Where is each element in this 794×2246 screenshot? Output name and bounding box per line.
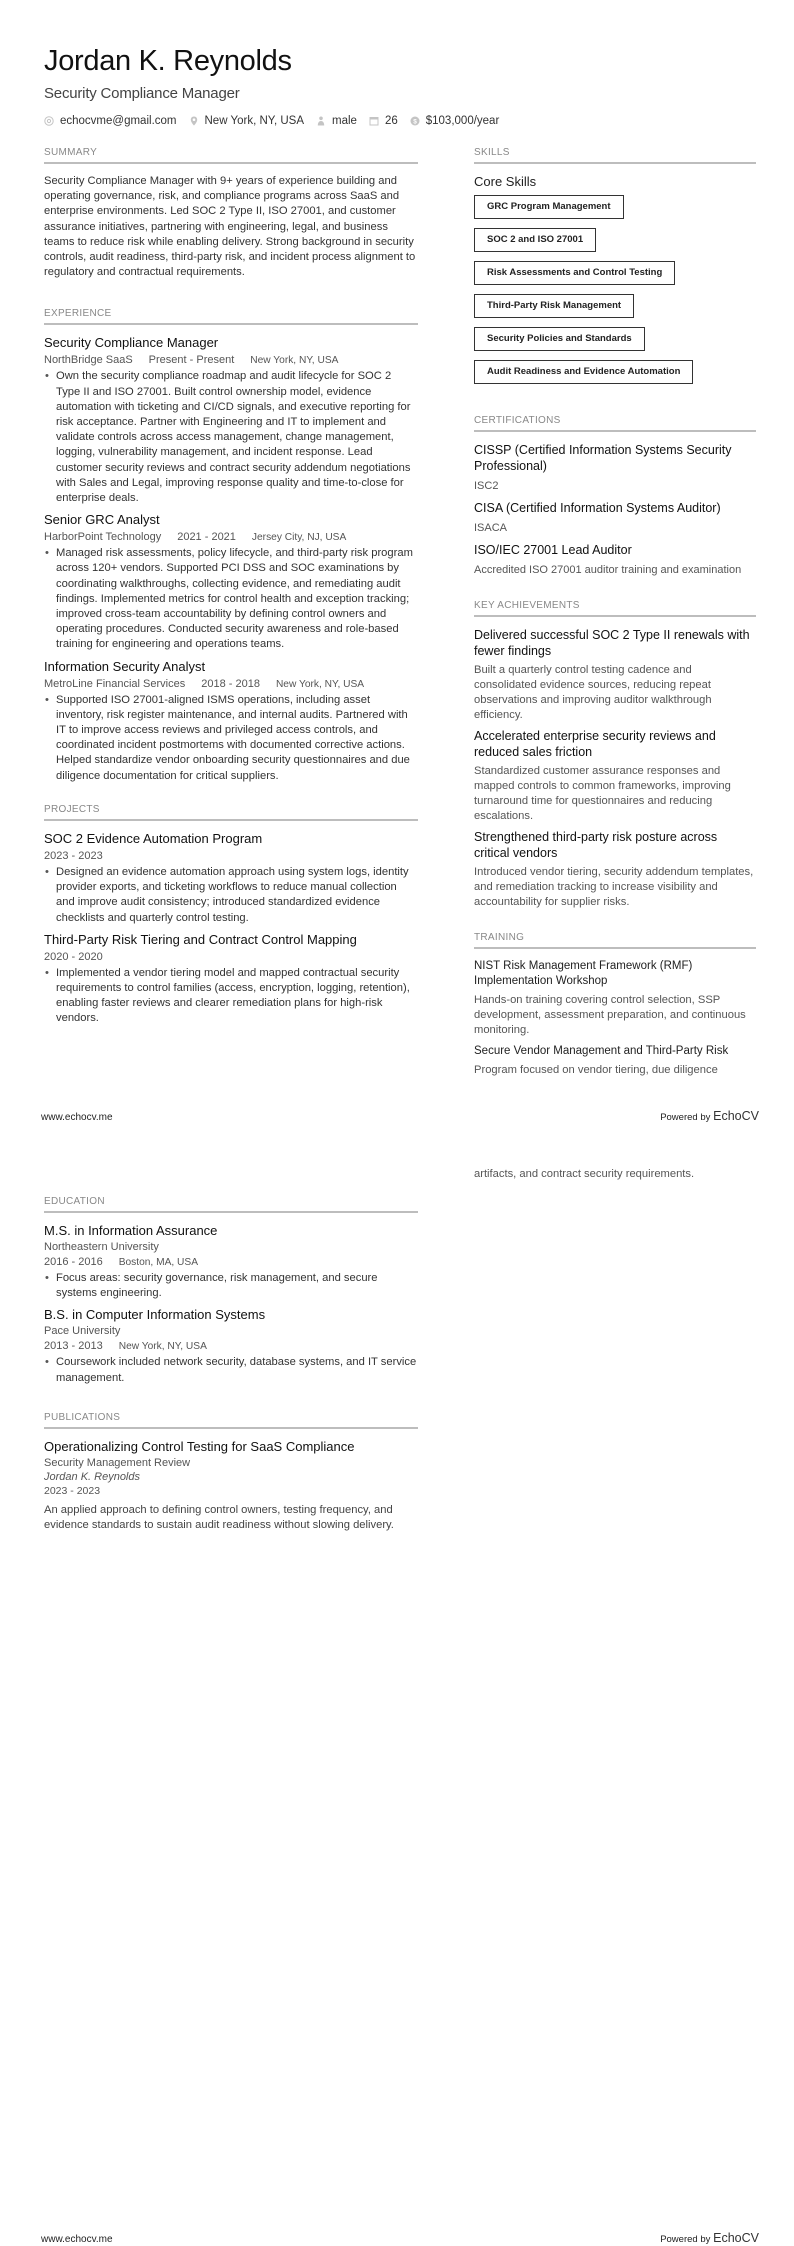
certification-issuer: Accredited ISO 27001 auditor training and examination bbox=[474, 564, 742, 576]
certification-name: CISA (Certified Information Systems Auditor) bbox=[474, 501, 721, 515]
certifications-section bbox=[474, 415, 756, 578]
candidate-title: Security Compliance Manager bbox=[44, 85, 240, 102]
job-location: New York, NY, USA bbox=[250, 355, 339, 367]
project-dates bbox=[44, 951, 418, 963]
achievement-title: Strengthened third-party risk posture across critical vendors bbox=[474, 830, 718, 860]
skill-tag: GRC Program Management bbox=[474, 195, 624, 219]
page-footer bbox=[41, 1109, 759, 1123]
skill-tag: SOC 2 and ISO 27001 bbox=[474, 228, 596, 252]
section-heading: EXPERIENCE bbox=[44, 308, 418, 325]
summary-section bbox=[44, 147, 418, 280]
job-dates: 2021 - 2021 bbox=[177, 531, 236, 544]
contact-bar bbox=[44, 115, 511, 127]
section-heading: EDUCATION bbox=[44, 1196, 418, 1213]
school-name: Northeastern University bbox=[44, 1241, 159, 1253]
education-entry bbox=[44, 1223, 418, 1301]
project-title: SOC 2 Evidence Automation Program bbox=[44, 830, 263, 846]
degree-title: B.S. in Computer Information Systems bbox=[44, 1307, 266, 1323]
powered-by-label: Powered by bbox=[660, 1112, 711, 1123]
training-desc: Hands-on training covering control selection, SSP development, assessment preparation, and continuous monitoring. bbox=[474, 994, 746, 1036]
section-heading: SUMMARY bbox=[44, 147, 418, 164]
project-bullets bbox=[44, 865, 418, 926]
right-column-continued bbox=[474, 1163, 756, 1188]
person-icon bbox=[316, 116, 326, 126]
training-desc-continued: artifacts, and contract security requirements. bbox=[474, 1168, 695, 1180]
publication-venue: Security Management Review bbox=[44, 1456, 191, 1469]
section-heading: PUBLICATIONS bbox=[44, 1412, 418, 1429]
training-title: Secure Vendor Management and Third-Party Risk bbox=[474, 1045, 729, 1057]
location-pin-icon bbox=[189, 116, 199, 126]
achievement-desc: Introduced vendor tiering, security addendum templates, and remediation tracking to increase visibility and accountability for supplier risks. bbox=[474, 866, 754, 908]
footer-website-link[interactable]: www.echocv.me bbox=[41, 1112, 113, 1123]
experience-entry bbox=[44, 659, 418, 784]
page-footer bbox=[41, 2231, 759, 2245]
skill-tags bbox=[474, 195, 756, 393]
footer-website-link[interactable]: www.echocv.me bbox=[41, 2234, 113, 2245]
training-section bbox=[474, 932, 756, 1078]
certification-name: CISSP (Certified Information Systems Security Professional) bbox=[474, 443, 732, 473]
education-dates: 2016 - 2016 bbox=[44, 1256, 103, 1268]
certification-issuer: ISACA bbox=[474, 522, 508, 534]
education-meta bbox=[44, 1256, 418, 1268]
job-dates: Present - Present bbox=[148, 354, 235, 367]
job-bullets bbox=[44, 546, 418, 652]
certification-issuer: ISC2 bbox=[474, 480, 499, 492]
education-dates: 2013 - 2013 bbox=[44, 1340, 103, 1353]
achievement-title: Delivered successful SOC 2 Type II renewals with fewer findings bbox=[474, 628, 750, 658]
job-title: Security Compliance Manager bbox=[44, 335, 219, 351]
brand-logo[interactable]: EchoCV bbox=[713, 1109, 759, 1123]
training-title: NIST Risk Management Framework (RMF) Implementation Workshop bbox=[474, 960, 693, 987]
resume-header bbox=[44, 44, 511, 127]
job-meta bbox=[44, 354, 418, 366]
bullet-item: • Own the security compliance roadmap and audit lifecycle for SOC 2 Type II and ISO 27001. Built control ownership model, evidence automation with ticketing and CI/CD signals, and executive reporting for risk acceptance. Partner with Engineering and IT to implement and validate controls across access management, change management, logging, vulnerability management, and incident response. Lead customer security reviews and contract security addendum negotiations with Sales and Legal, improving response quality and time-to-close for enterprise deals. bbox=[44, 369, 418, 506]
job-location: New York, NY, USA bbox=[275, 678, 365, 690]
achievement-desc: Standardized customer assurance responses and mapped controls to common frameworks, improving turnaround time for questionnaires and reducing escalations. bbox=[474, 765, 731, 822]
contact-location bbox=[189, 115, 305, 127]
project-bullets bbox=[44, 966, 418, 1027]
experience-entry bbox=[44, 512, 418, 652]
bullet-item: • Supported ISO 27001-aligned ISMS operations, including asset inventory, risk register maintenance, and internal audits. Partnered with IT to improve access reviews and privileged access controls, and coordinated incident postmortems with documented corrective actions. Helped standardize vendor onboarding security questionnaires and due diligence documentation for critical suppliers. bbox=[44, 693, 418, 784]
dollar-icon bbox=[410, 116, 420, 126]
section-heading: PROJECTS bbox=[44, 804, 418, 821]
achievement-title: Accelerated enterprise security reviews and reduced sales friction bbox=[474, 729, 716, 759]
company-name: NorthBridge SaaS bbox=[44, 354, 133, 367]
left-column-continued bbox=[44, 1196, 418, 1559]
bullet-item: • Implemented a vendor tiering model and mapped contractual security requirements to control families (access, encryption, logging, retention), enabling faster reviews and clearer remediation plans for high-risk vendors. bbox=[44, 966, 418, 1027]
degree-title: M.S. in Information Assurance bbox=[44, 1223, 218, 1238]
project-title: Third-Party Risk Tiering and Contract Control Mapping bbox=[44, 931, 357, 947]
section-heading: SKILLS bbox=[474, 147, 756, 164]
certification-name: ISO/IEC 27001 Lead Auditor bbox=[474, 543, 632, 557]
right-column bbox=[474, 147, 756, 1104]
achievements-section bbox=[474, 600, 756, 910]
contact-gender-value: male bbox=[332, 115, 357, 127]
project-entry bbox=[44, 932, 418, 1027]
summary-text: Security Compliance Manager with 9+ years of experience building and operating governance, risk, and compliance programs across SaaS and enterprise environments. Led SOC 2 Type II, ISO 27001, and customer assurance initiatives, partnering with engineering, legal, and business teams to reduce risk while enabling delivery. Strong background in security controls, audit readiness, third-party risk, and incident process alignment to regulatory and contractual requirements. bbox=[44, 175, 416, 279]
at-icon bbox=[44, 116, 54, 126]
skill-tag: Audit Readiness and Evidence Automation bbox=[474, 360, 693, 384]
bullet-item: • Designed an evidence automation approach using system logs, identity provider exports, and ticketing workflows to reduce manual collection and improve audit consistency; introduced standardized evidence checklists and quarterly control testing. bbox=[44, 865, 418, 926]
education-bullets bbox=[44, 1271, 418, 1301]
publication-dates: 2023 - 2023 bbox=[44, 1484, 101, 1497]
skill-tag: Third-Party Risk Management bbox=[474, 294, 634, 318]
resume-page-2 bbox=[0, 1123, 794, 2246]
publication-title: Operationalizing Control Testing for SaaS Compliance bbox=[44, 1438, 355, 1454]
company-name: MetroLine Financial Services bbox=[44, 677, 186, 690]
company-name: HarborPoint Technology bbox=[44, 531, 162, 544]
skills-section bbox=[474, 147, 756, 393]
contact-age bbox=[369, 115, 398, 127]
left-column bbox=[44, 147, 418, 1053]
publication-author: Jordan K. Reynolds bbox=[44, 1470, 140, 1483]
education-entry bbox=[44, 1307, 418, 1385]
bullet-item: • Coursework included network security, database systems, and IT service management. bbox=[44, 1355, 418, 1385]
job-bullets bbox=[44, 369, 418, 506]
job-bullets bbox=[44, 693, 418, 784]
skill-tag: Risk Assessments and Control Testing bbox=[474, 261, 675, 285]
experience-entry bbox=[44, 335, 418, 506]
achievement-desc: Built a quarterly control testing cadence and consolidated evidence sources, reducing repeat observations and improving auditor walkthrough efficiency. bbox=[474, 664, 712, 721]
skill-group-title: Core Skills bbox=[474, 174, 537, 189]
contact-gender bbox=[316, 115, 357, 127]
resume-page-1 bbox=[0, 0, 794, 1122]
contact-email-value: echocvme@gmail.com bbox=[60, 115, 177, 127]
contact-location-value: New York, NY, USA bbox=[204, 115, 305, 127]
training-desc: Program focused on vendor tiering, due diligence bbox=[474, 1064, 718, 1076]
education-section bbox=[44, 1196, 418, 1386]
skill-tag: Security Policies and Standards bbox=[474, 327, 645, 351]
publications-section bbox=[44, 1412, 418, 1533]
project-dates bbox=[44, 850, 418, 862]
bullet-item: • Managed risk assessments, policy lifecycle, and third-party risk program across 120+ vendors. Supported PCI DSS and SOC examinations by coordinating walkthroughs, collecting evidence, and remediating audit findings. Implemented metrics for control health and exception tracking; improved cross-team accountability by defining control owners and operating procedures. Conducted security awareness and role-based training for engineering and operations teams. bbox=[44, 546, 418, 652]
contact-salary bbox=[410, 115, 500, 127]
section-heading: KEY ACHIEVEMENTS bbox=[474, 600, 756, 617]
job-meta bbox=[44, 678, 418, 690]
education-bullets bbox=[44, 1355, 418, 1385]
school-name: Pace University bbox=[44, 1325, 121, 1338]
section-heading: CERTIFICATIONS bbox=[474, 415, 756, 432]
section-heading: TRAINING bbox=[474, 932, 756, 949]
powered-by-label: Powered by bbox=[660, 2234, 711, 2245]
contact-email bbox=[44, 115, 177, 127]
job-location: Jersey City, NJ, USA bbox=[251, 532, 347, 544]
experience-section bbox=[44, 308, 418, 783]
job-meta bbox=[44, 531, 418, 543]
project-dates-value: 2023 - 2023 bbox=[44, 849, 103, 862]
projects-section bbox=[44, 804, 418, 1027]
job-title: Senior GRC Analyst bbox=[44, 512, 160, 528]
bullet-item: • Focus areas: security governance, risk management, and secure systems engineering. bbox=[44, 1271, 418, 1301]
contact-salary-value: $103,000/year bbox=[425, 115, 500, 127]
contact-age-value: 26 bbox=[384, 115, 398, 127]
education-meta bbox=[44, 1340, 418, 1352]
footer-powered bbox=[660, 2231, 759, 2245]
job-dates: 2018 - 2018 bbox=[201, 677, 260, 690]
brand-logo[interactable]: EchoCV bbox=[713, 2231, 759, 2245]
project-dates-value: 2020 - 2020 bbox=[44, 950, 103, 963]
job-title: Information Security Analyst bbox=[44, 658, 206, 674]
education-location: New York, NY, USA bbox=[118, 1341, 207, 1353]
education-location: Boston, MA, USA bbox=[118, 1257, 198, 1268]
candidate-name: Jordan K. Reynolds bbox=[44, 45, 292, 77]
calendar-icon bbox=[369, 116, 379, 126]
publication-desc: An applied approach to defining control owners, testing frequency, and evidence standards to sustain audit readiness without slowing delivery. bbox=[44, 1503, 394, 1532]
svg-text:$: $ bbox=[412, 118, 417, 126]
footer-powered bbox=[660, 1109, 759, 1123]
project-entry bbox=[44, 831, 418, 926]
